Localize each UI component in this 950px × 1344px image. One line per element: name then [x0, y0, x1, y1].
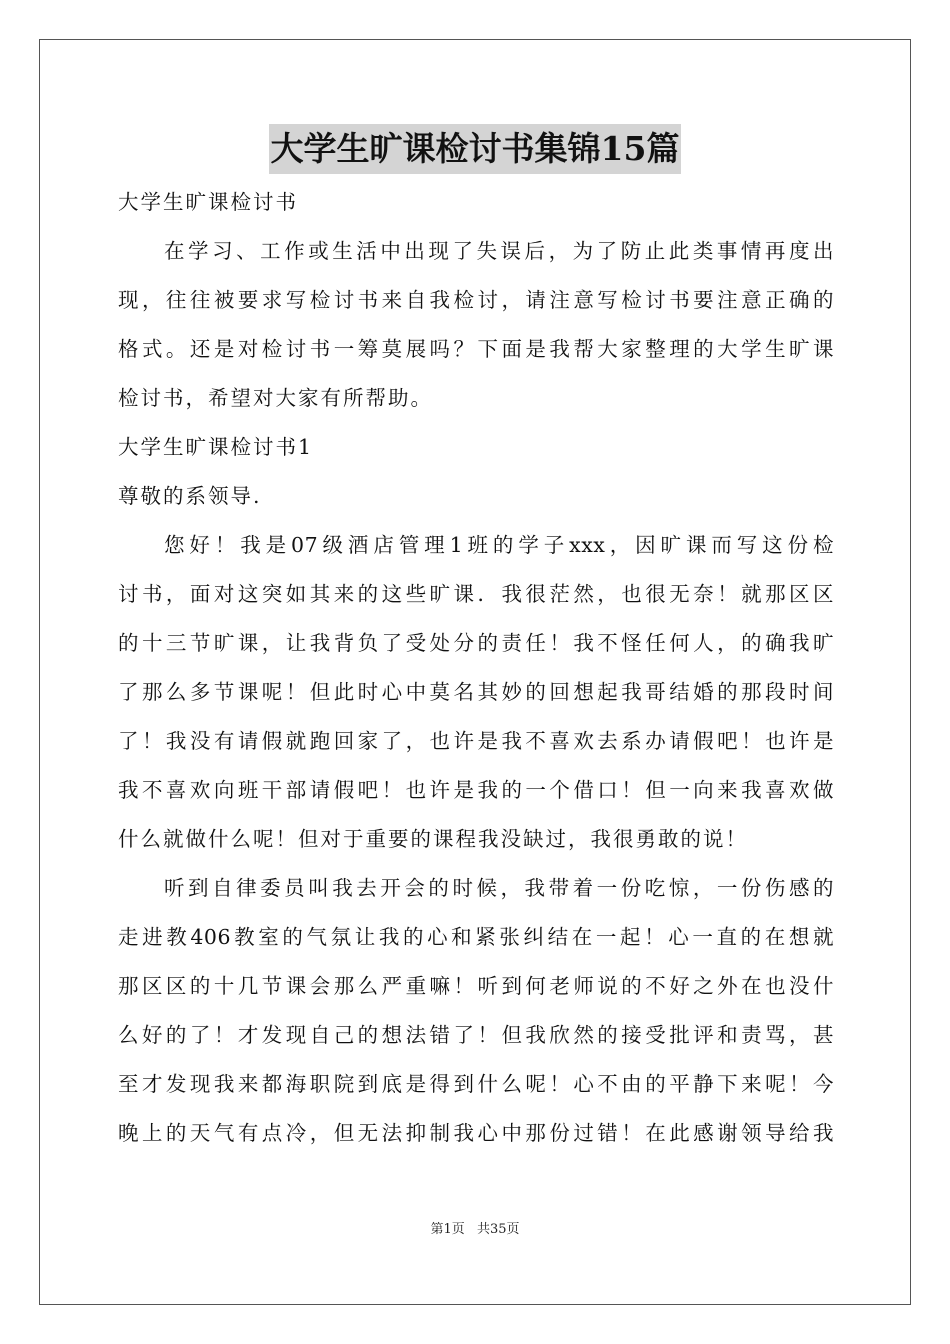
document-title: 大学生旷课检讨书集锦15篇: [269, 124, 682, 174]
section-heading: 大学生旷课检讨书1: [118, 435, 314, 459]
intro-line: 检讨书，希望对大家有所帮助。: [118, 386, 433, 410]
paragraph-line: 的十三节旷课，让我背负了受处分的责任！我不怪任何人，的确我旷: [118, 631, 834, 655]
title-container: [0, 124, 950, 174]
page-number: 第1页: [430, 1222, 465, 1237]
paragraph-line: 晚上的天气有点冷，但无法抑制我心中那份过错！在此感谢领导给我: [118, 1121, 834, 1145]
paragraph-line: 至才发现我来都海职院到底是得到什么呢！心不由的平静下来呢！今: [118, 1072, 834, 1096]
page-total: 共35页: [476, 1222, 520, 1237]
paragraph-line: 讨书，面对这突如其来的这些旷课．我很茫然，也很无奈！就那区区: [118, 582, 834, 606]
paragraph-line: 么好的了！才发现自己的想法错了！但我欣然的接受批评和责骂，甚: [118, 1023, 834, 1047]
paragraph-line: 那区区的十几节课会那么严重嘛！听到何老师说的不好之外在也没什: [118, 974, 834, 998]
intro-line: 在学习、工作或生活中出现了失误后，为了防止此类事情再度出: [164, 239, 834, 263]
intro-line: 现，往往被要求写检讨书来自我检讨，请注意写检讨书要注意正确的: [118, 288, 834, 312]
document-body: [118, 178, 834, 1158]
paragraph-line: 什么就做什么呢！但对于重要的课程我没缺过，我很勇敢的说！: [118, 827, 748, 851]
paragraph-line: 走进教406教室的气氛让我的心和紧张纠结在一起！心一直的在想就: [118, 925, 834, 949]
salutation: 尊敬的系领导.: [118, 484, 262, 508]
document-subtitle: 大学生旷课检讨书: [118, 190, 298, 214]
paragraph-line: 了那么多节课呢！但此时心中莫名其妙的回想起我哥结婚的那段时间: [118, 680, 834, 704]
paragraph-line: 听到自律委员叫我去开会的时候，我带着一份吃惊，一份伤感的: [164, 876, 834, 900]
paragraph-line: 您好！我是07级酒店管理1班的学子xxx，因旷课而写这份检: [164, 533, 834, 557]
page-footer: [0, 1218, 950, 1237]
paragraph-line: 了！我没有请假就跑回家了，也许是我不喜欢去系办请假吧！也许是: [118, 729, 834, 753]
intro-line: 格式。还是对检讨书一筹莫展吗？下面是我帮大家整理的大学生旷课: [118, 337, 834, 361]
paragraph-line: 我不喜欢向班干部请假吧！也许是我的一个借口！但一向来我喜欢做: [118, 778, 834, 802]
